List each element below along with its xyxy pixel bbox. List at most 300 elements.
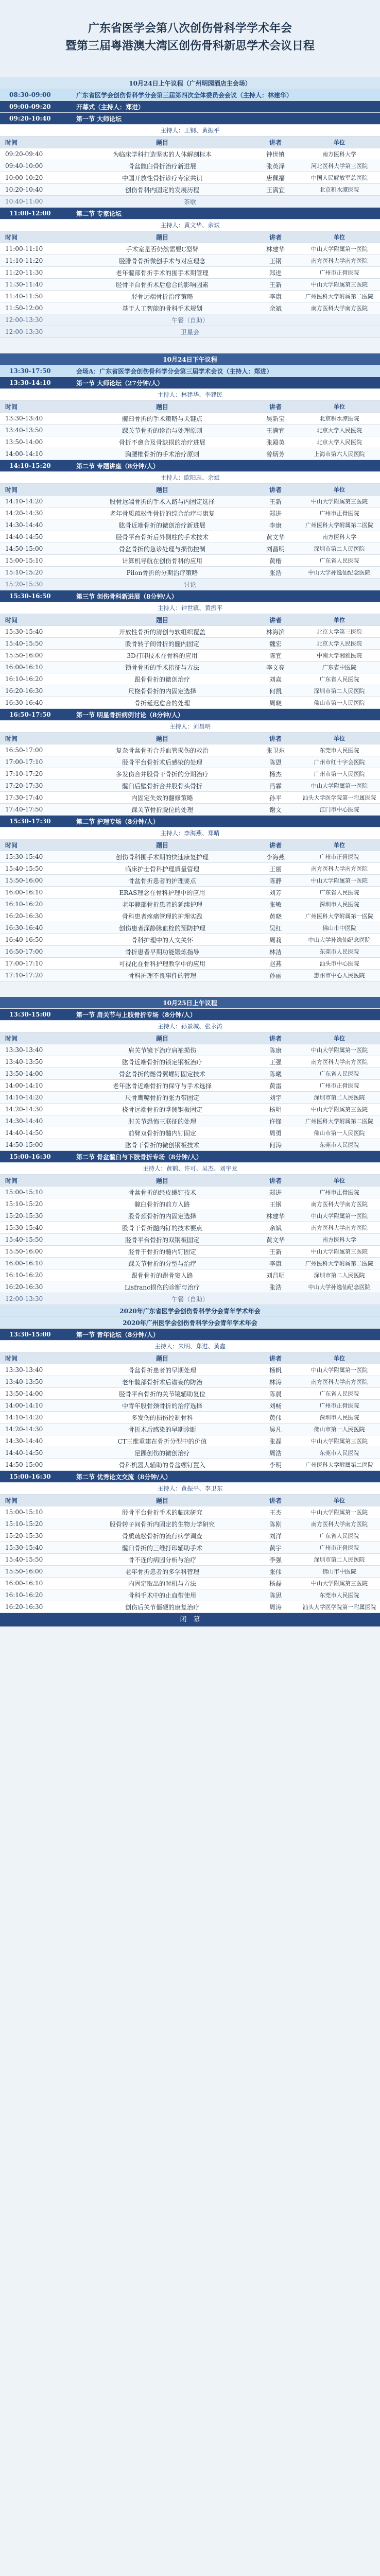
session-time: 15:30-16:50 xyxy=(9,592,51,600)
row-speaker: 李强 xyxy=(269,1556,282,1564)
table-row xyxy=(0,1139,380,1151)
session-name: 第一节 明星骨折病例讨论（8分钟/人） xyxy=(76,711,184,719)
row-org: 深圳市第二人民医院 xyxy=(314,546,365,552)
session-name: 广东省医学会创伤骨科学分会第三届第四次全体委员会会议（主持人：林建华） xyxy=(76,91,293,99)
row-speaker: 陈康 xyxy=(269,1046,282,1054)
row-topic: 胫骨干骨折的髓内钉固定 xyxy=(128,1248,196,1256)
header-org: 单位 xyxy=(334,403,345,410)
table-row xyxy=(0,160,380,172)
break-row xyxy=(0,579,380,590)
header-time: 时间 xyxy=(5,1177,18,1184)
table-row xyxy=(0,448,380,460)
row-speaker: 杨杰 xyxy=(269,770,282,778)
row-org: 广州医科大学附属第一医院 xyxy=(305,913,373,920)
row-org: 南方医科大学南方医院 xyxy=(311,1201,368,1208)
row-time: 15:40-15:50 xyxy=(5,865,43,872)
header-org: 单位 xyxy=(334,139,345,146)
table-row xyxy=(0,1234,380,1246)
session-name: 第二节 专家论坛 xyxy=(76,210,122,217)
row-speaker: 林建华 xyxy=(266,1212,285,1220)
row-speaker: 黄伟 xyxy=(269,1414,282,1421)
row-time: 15:10-15:20 xyxy=(5,569,43,576)
row-org: 汕头大学医学院第一附属医院 xyxy=(302,794,376,801)
row-speaker: 吴新宝 xyxy=(266,415,285,422)
header-topic: 题目 xyxy=(156,1497,168,1504)
session-time: 09:20-10:40 xyxy=(9,115,51,122)
row-org: 南方医科大学南方医院 xyxy=(311,1225,368,1231)
break-time: 12:00-13:30 xyxy=(5,1295,43,1302)
row-org: 广州医科大学附属第二医院 xyxy=(305,522,373,529)
row-topic: 骨折不愈合及骨缺损的治疗进展 xyxy=(118,438,205,446)
row-time: 14:10-14:20 xyxy=(5,1094,43,1101)
row-time: 16:10-16:20 xyxy=(5,1272,43,1279)
table-row xyxy=(0,291,380,302)
table-header-row xyxy=(0,839,380,851)
row-org: 中山大学附属第一医院 xyxy=(311,783,368,789)
row-org: 中山大学附属第一医院 xyxy=(311,246,368,252)
row-time: 16:20-16:30 xyxy=(5,912,43,920)
table-row xyxy=(0,697,380,709)
row-topic: Lisfranc损伤的诊断与治疗 xyxy=(125,1283,200,1291)
row-time: 14:20-14:30 xyxy=(5,1106,43,1113)
row-topic: 髋臼骨折的三维打印辅助手术 xyxy=(122,1544,202,1552)
header-time: 时间 xyxy=(5,841,18,849)
row-time: 15:30-15:40 xyxy=(5,1224,43,1231)
closing-footer: 闭 幕 xyxy=(0,1613,380,1626)
row-time: 16:10-16:20 xyxy=(5,675,43,683)
row-topic: Pilon骨折的分期治疗策略 xyxy=(126,569,198,577)
row-time: 17:30-17:40 xyxy=(5,794,43,801)
table-row xyxy=(0,934,380,946)
row-speaker: 王钢 xyxy=(269,257,282,265)
row-topic: 创伤骨科围手术期的快速康复护理 xyxy=(115,853,209,861)
row-topic: 内固定失效的翻修策略 xyxy=(131,794,193,802)
row-topic: 基于人工智能的骨科手术规划 xyxy=(122,304,202,312)
table-row xyxy=(0,1080,380,1092)
title-line-2: 暨第三届粤港澳大湾区创伤骨科新思学术会议日程 xyxy=(65,39,315,53)
header-speaker: 讲者 xyxy=(269,616,282,624)
row-topic: 股骨颈骨折的内固定选择 xyxy=(128,1212,196,1220)
row-speaker: 唐佩福 xyxy=(266,174,285,182)
table-row xyxy=(0,1589,380,1601)
header-speaker: 讲者 xyxy=(269,403,282,411)
row-time: 14:20-14:30 xyxy=(5,510,43,517)
row-org: 佛山市中医院 xyxy=(322,925,356,931)
row-org: 广东省中医院 xyxy=(322,664,356,671)
row-org: 东莞市人民医院 xyxy=(319,1592,359,1599)
row-time: 11:20-11:30 xyxy=(5,269,43,276)
header-org: 单位 xyxy=(334,1497,345,1504)
row-topic: 骨盆骨折的急诊处理与损伤控制 xyxy=(118,545,205,553)
session-title xyxy=(0,365,380,377)
header-time: 时间 xyxy=(5,403,18,411)
row-org: 中山大学附属第三医院 xyxy=(311,498,368,505)
header-topic: 题目 xyxy=(156,139,168,146)
row-speaker: 吴凡 xyxy=(269,1426,282,1433)
session-time: 13:30-14:10 xyxy=(9,379,51,386)
chair-row: 主持人：林建华、李建民 xyxy=(0,389,380,401)
row-time: 11:40-11:50 xyxy=(5,293,43,300)
break-row xyxy=(0,1293,380,1305)
row-org: 佛山市第一人民医院 xyxy=(314,700,365,706)
row-speaker: 王新 xyxy=(269,281,282,289)
title-line-1: 广东省医学会第八次创伤骨科学学术年会 xyxy=(88,22,292,35)
table-row xyxy=(0,267,380,279)
break-time: 12:00-13:30 xyxy=(5,328,43,335)
row-org: 深圳市第二人民医院 xyxy=(314,1094,365,1101)
row-speaker: 林海滨 xyxy=(266,628,285,636)
chair-row: 主持人：孙景城、张永涛 xyxy=(0,1021,380,1032)
row-topic: 3D打印技术在骨科的应用 xyxy=(127,652,198,659)
session-time: 09:00-09:20 xyxy=(9,103,51,110)
break-time: 12:00-13:30 xyxy=(5,316,43,324)
row-time: 15:50-16:00 xyxy=(5,1568,43,1575)
row-topic: 老年髋部骨折手术的围手术期管理 xyxy=(115,269,209,277)
row-topic: 踝关节骨折的分型与治疗 xyxy=(128,1260,196,1267)
break-label: 午餐（自助） xyxy=(171,316,209,324)
row-speaker: 王新 xyxy=(269,498,282,505)
row-org: 河北医科大学第三医院 xyxy=(311,163,368,170)
row-time: 10:20-10:40 xyxy=(5,186,43,193)
row-org: 佛山市第一人民医院 xyxy=(314,1130,365,1137)
table-header-row xyxy=(0,1495,380,1506)
row-time: 16:50-17:00 xyxy=(5,948,43,955)
row-topic: 骨盆骨折的经皮螺钉技术 xyxy=(128,1189,196,1196)
row-speaker: 张伟 xyxy=(269,1568,282,1575)
row-topic: 跟骨骨折的微创治疗 xyxy=(134,675,190,683)
table-row xyxy=(0,970,380,981)
row-time: 16:10-16:20 xyxy=(5,1591,43,1599)
table-row xyxy=(0,756,380,768)
spacer xyxy=(0,981,380,997)
row-topic: 胫骨平台骨折术后愈合的影响因素 xyxy=(115,281,209,289)
table-row xyxy=(0,922,380,934)
row-org: 南方医科大学南方医院 xyxy=(311,866,368,872)
row-topic: 为临床学科打造坚实的人体解剖标本 xyxy=(112,150,212,158)
header-org: 单位 xyxy=(334,1355,345,1362)
row-speaker: 吴红 xyxy=(269,924,282,932)
row-topic: 股骨转子间骨折的髓内固定 xyxy=(125,640,199,648)
row-topic: 老年骨折患者的多学科管理 xyxy=(125,1568,199,1575)
table-row xyxy=(0,792,380,804)
row-time: 15:20-15:30 xyxy=(5,1212,43,1219)
table-row xyxy=(0,1198,380,1210)
row-org: 南方医科大学南方医院 xyxy=(311,1521,368,1528)
row-topic: 髋臼骨折的手术策略与关键点 xyxy=(122,415,202,422)
row-speaker: 张浩 xyxy=(269,569,282,577)
session-time: 13:30-15:00 xyxy=(9,1331,51,1338)
row-speaker: 陈刚 xyxy=(269,1520,282,1528)
row-time: 16:00-16:10 xyxy=(5,1580,43,1587)
row-time: 17:10-17:20 xyxy=(5,770,43,777)
row-org: 中山大学附属第一医院 xyxy=(311,1047,368,1054)
table-row xyxy=(0,1530,380,1542)
session-name: 第一节 肩关节与上肢骨折专场（8分钟/人） xyxy=(76,1011,196,1019)
chair-row: 主持人：刘昌明 xyxy=(0,721,380,733)
row-topic: 股骨远端骨折的手术入路与内固定选择 xyxy=(109,498,215,505)
session-time: 11:00-12:00 xyxy=(9,210,51,217)
row-speaker: 刘芳 xyxy=(269,889,282,896)
row-org: 南方医科大学南方医院 xyxy=(311,1379,368,1385)
table-row xyxy=(0,910,380,922)
row-org: 东莞市人民医院 xyxy=(319,747,359,754)
row-topic: 老年髋部骨折术后谵妄的防治 xyxy=(122,1378,202,1386)
row-speaker: 陈宜 xyxy=(269,652,282,659)
row-topic: 胫骨平台骨折术后感染的处理 xyxy=(122,758,202,766)
row-topic: 前臂双骨折的髓内钉固定 xyxy=(128,1129,196,1137)
row-speaker: 刘宇 xyxy=(269,1094,282,1101)
row-speaker: 王新 xyxy=(269,1248,282,1256)
table-row xyxy=(0,780,380,792)
row-topic: 桡骨远端骨折的掌侧钢板固定 xyxy=(122,1106,202,1113)
header-topic: 题目 xyxy=(156,403,168,411)
row-org: 南方医科大学 xyxy=(322,151,356,158)
table-row xyxy=(0,172,380,184)
row-time: 14:30-14:40 xyxy=(5,521,43,529)
row-org: 中山大学附属第三医院 xyxy=(311,1106,368,1113)
row-speaker: 张卫东 xyxy=(266,747,285,754)
header-topic: 题目 xyxy=(156,486,168,494)
table-row xyxy=(0,1222,380,1234)
row-org: 中山大学附属第一医院 xyxy=(311,1213,368,1219)
row-speaker: 黄雷 xyxy=(269,1082,282,1090)
table-row xyxy=(0,279,380,291)
table-header-row xyxy=(0,137,380,148)
row-time: 11:10-11:20 xyxy=(5,257,43,264)
row-time: 13:50-14:00 xyxy=(5,438,43,446)
break-label: 讨论 xyxy=(183,581,196,588)
row-topic: 肘关节恐怖三联征的处理 xyxy=(128,1117,196,1125)
row-speaker: 杨帆 xyxy=(269,1366,282,1374)
session-name: 第一节 青年论坛（8分钟/人） xyxy=(76,1331,159,1338)
row-speaker: 刘昌明 xyxy=(266,545,285,553)
row-speaker: 张磊 xyxy=(269,1437,282,1445)
row-speaker: 孙丽 xyxy=(269,972,282,979)
row-topic: 踝关节骨折的诊治与处理原则 xyxy=(122,427,202,434)
row-org: 北京大学人民医院 xyxy=(317,427,362,434)
session-time: 15:00-16:30 xyxy=(9,1473,51,1480)
row-time: 14:40-14:50 xyxy=(5,1129,43,1137)
day-banner: 10月24日上午议程（广州明园酒店主会场） xyxy=(0,77,380,89)
row-speaker: 郑进 xyxy=(269,269,282,277)
chair-row: 主持人：朱明、郑进、黄鑫 xyxy=(0,1341,380,1352)
row-org: 佛山市第一人民医院 xyxy=(314,1426,365,1433)
row-time: 15:40-15:50 xyxy=(5,1236,43,1243)
table-row xyxy=(0,851,380,863)
row-topic: 锁骨骨折的手术指征与方法 xyxy=(125,664,199,671)
table-header-row xyxy=(0,733,380,744)
row-topic: 多发伤合并股骨干骨折的分期治疗 xyxy=(115,770,209,778)
row-time: 13:40-13:50 xyxy=(5,1058,43,1065)
row-topic: CT三维重建在骨折分型中的价值 xyxy=(117,1437,207,1445)
chair-row: 主持人：李海燕、郑晴 xyxy=(0,827,380,839)
table-row xyxy=(0,1554,380,1566)
table-row xyxy=(0,899,380,910)
row-topic: 内固定取出的时机与方法 xyxy=(128,1580,196,1587)
row-org: 南方医科大学南方医院 xyxy=(311,258,368,264)
row-time: 16:30-16:40 xyxy=(5,699,43,706)
row-topic: 胫骨平台骨折的双钢板固定 xyxy=(125,1236,199,1244)
header-topic: 题目 xyxy=(156,1354,168,1362)
table-row xyxy=(0,1459,380,1471)
row-org: 广州医科大学附属第二医院 xyxy=(305,1260,373,1267)
header-org: 单位 xyxy=(334,486,345,493)
table-row xyxy=(0,1364,380,1376)
session-time: 14:10-15:20 xyxy=(9,462,51,469)
row-org: 中南大学湘雅医院 xyxy=(317,652,362,659)
table-row xyxy=(0,875,380,887)
row-time: 09:40-10:00 xyxy=(5,162,43,170)
table-row xyxy=(0,555,380,567)
break-row xyxy=(0,196,380,208)
table-row xyxy=(0,1601,380,1613)
table-row xyxy=(0,148,380,160)
session-name: 第一节 大师论坛（27分钟/人） xyxy=(76,379,164,387)
row-time: 17:10-17:20 xyxy=(5,972,43,979)
row-topic: 肩关节镜下治疗肩袖损伤 xyxy=(128,1046,196,1054)
row-org: 广东省人民医院 xyxy=(319,889,359,896)
row-org: 中国人民解放军总医院 xyxy=(311,175,368,181)
row-org: 广州市正骨医院 xyxy=(319,510,359,517)
session-name: 开幕式（主持人：郑进） xyxy=(76,103,145,111)
row-time: 14:00-14:10 xyxy=(5,1082,43,1089)
row-topic: 骨折延迟愈合的处理 xyxy=(134,699,190,707)
row-speaker: 李文亮 xyxy=(266,664,285,671)
row-org: 广州市正骨医院 xyxy=(319,1082,359,1089)
table-row xyxy=(0,1388,380,1400)
session-title xyxy=(0,709,380,721)
table-row xyxy=(0,1115,380,1127)
header-topic: 题目 xyxy=(156,841,168,849)
table-row xyxy=(0,1518,380,1530)
row-topic: 足踝创伤的微创治疗 xyxy=(134,1449,190,1457)
row-speaker: 林建华 xyxy=(266,245,285,253)
row-time: 16:30-16:40 xyxy=(5,924,43,931)
row-org: 中山大学附属第三医院 xyxy=(311,1438,368,1445)
row-time: 17:40-17:50 xyxy=(5,806,43,813)
header-speaker: 讲者 xyxy=(269,841,282,849)
session-time: 16:50-17:50 xyxy=(9,711,51,718)
row-speaker: 钟世镇 xyxy=(266,150,285,158)
table-row xyxy=(0,804,380,816)
row-speaker: 刘昌明 xyxy=(266,1272,285,1279)
row-org: 深圳市人民医院 xyxy=(319,1414,359,1421)
session-title xyxy=(0,1151,380,1163)
row-org: 北京积水潭医院 xyxy=(319,187,359,193)
row-time: 15:50-16:00 xyxy=(5,877,43,884)
row-topic: 骨盆髋臼骨折治疗新进展 xyxy=(128,162,196,170)
row-speaker: 杨明 xyxy=(269,1106,282,1113)
row-topic: 胫骨远端骨折治疗策略 xyxy=(131,293,193,300)
row-topic: 髋臼骨折的前方入路 xyxy=(134,1200,190,1208)
row-org: 江门市中心医院 xyxy=(319,806,359,813)
header-org: 单位 xyxy=(334,735,345,742)
row-topic: 踝关节骨折脱位的处理 xyxy=(131,806,193,814)
row-topic: 中国开放性骨折诊疗专家共识 xyxy=(122,174,202,182)
meeting-banner: 2020年广东省医学会创伤骨科学分会青年学术年会 xyxy=(0,1305,380,1317)
row-time: 15:40-15:50 xyxy=(5,1556,43,1563)
row-speaker: 李明 xyxy=(269,1461,282,1469)
table-row xyxy=(0,436,380,448)
break-time: 10:40-11:00 xyxy=(5,198,43,205)
row-org: 东莞市人民医院 xyxy=(319,1450,359,1456)
table-row xyxy=(0,685,380,697)
session-title xyxy=(0,208,380,219)
row-org: 广州市第一人民医院 xyxy=(314,771,365,777)
row-speaker: 陈恩 xyxy=(269,758,282,766)
row-org: 北京积水潭医院 xyxy=(319,415,359,422)
row-time: 13:30-13:40 xyxy=(5,415,43,422)
row-topic: 胫骨平台骨折的关节镜辅助复位 xyxy=(118,1390,205,1398)
header-time: 时间 xyxy=(5,1035,18,1042)
break-label: 午餐（自助） xyxy=(171,1295,209,1303)
session-title xyxy=(0,1471,380,1483)
table-row xyxy=(0,496,380,507)
row-time: 16:00-16:10 xyxy=(5,1260,43,1267)
row-topic: 临床护士骨科护理质量管理 xyxy=(125,865,199,873)
header-topic: 题目 xyxy=(156,233,168,241)
row-time: 16:00-16:10 xyxy=(5,664,43,671)
row-topic: 骨盆骨折的髂骨翼螺钉固定技术 xyxy=(118,1070,205,1078)
table-row xyxy=(0,1056,380,1068)
row-org: 深圳市第二人民医院 xyxy=(314,1556,365,1563)
row-org: 广东省人民医院 xyxy=(319,1071,359,1077)
row-time: 13:40-13:50 xyxy=(5,427,43,434)
session-title xyxy=(0,460,380,472)
row-time: 15:30-15:40 xyxy=(5,628,43,635)
row-time: 15:30-15:40 xyxy=(5,1544,43,1551)
table-row xyxy=(0,302,380,314)
row-time: 15:00-15:10 xyxy=(5,557,43,564)
row-speaker: 李海燕 xyxy=(266,853,285,861)
row-topic: 骨不连的病因分析与治疗 xyxy=(128,1556,196,1564)
row-time: 14:20-14:30 xyxy=(5,1426,43,1433)
row-org: 中山大学孙逸仙纪念医院 xyxy=(308,569,371,576)
row-speaker: 魏宏 xyxy=(269,640,282,648)
row-org: 广州市正骨医院 xyxy=(319,269,359,276)
table-row xyxy=(0,1187,380,1198)
table-header-row xyxy=(0,1352,380,1364)
table-row xyxy=(0,255,380,267)
row-org: 汕头市中心医院 xyxy=(319,960,359,967)
chair-row: 主持人：黄振平、李卫东 xyxy=(0,1483,380,1495)
table-row xyxy=(0,413,380,425)
row-time: 16:20-16:30 xyxy=(5,1603,43,1611)
row-speaker: 余斌 xyxy=(269,304,282,312)
table-row xyxy=(0,531,380,543)
table-row xyxy=(0,1506,380,1518)
table-row xyxy=(0,1542,380,1554)
row-time: 14:30-14:40 xyxy=(5,1437,43,1445)
row-org: 中山大学附属第三医院 xyxy=(311,281,368,288)
header-org: 单位 xyxy=(334,234,345,241)
row-time: 16:00-16:10 xyxy=(5,889,43,896)
break-label: 卫星会 xyxy=(180,328,199,336)
table-row xyxy=(0,638,380,650)
row-topic: 尺骨鹰嘴骨折的张力带固定 xyxy=(125,1094,199,1101)
row-topic: 骨折患者早期功能锻炼指导 xyxy=(125,948,199,956)
row-org: 深圳市第二人民医院 xyxy=(314,1272,365,1279)
row-speaker: 何涛 xyxy=(269,1141,282,1149)
table-header-row xyxy=(0,1175,380,1187)
header-time: 时间 xyxy=(5,735,18,742)
table-header-row xyxy=(0,614,380,626)
chair-row: 主持人：欧阳志、余斌 xyxy=(0,472,380,484)
row-org: 广州医科大学附属第二医院 xyxy=(305,1118,373,1125)
row-time: 15:50-16:00 xyxy=(5,652,43,659)
row-topic: 胫骨平台骨折后外侧柱的手术技术 xyxy=(115,533,209,541)
row-speaker: 郑进 xyxy=(269,1189,282,1196)
